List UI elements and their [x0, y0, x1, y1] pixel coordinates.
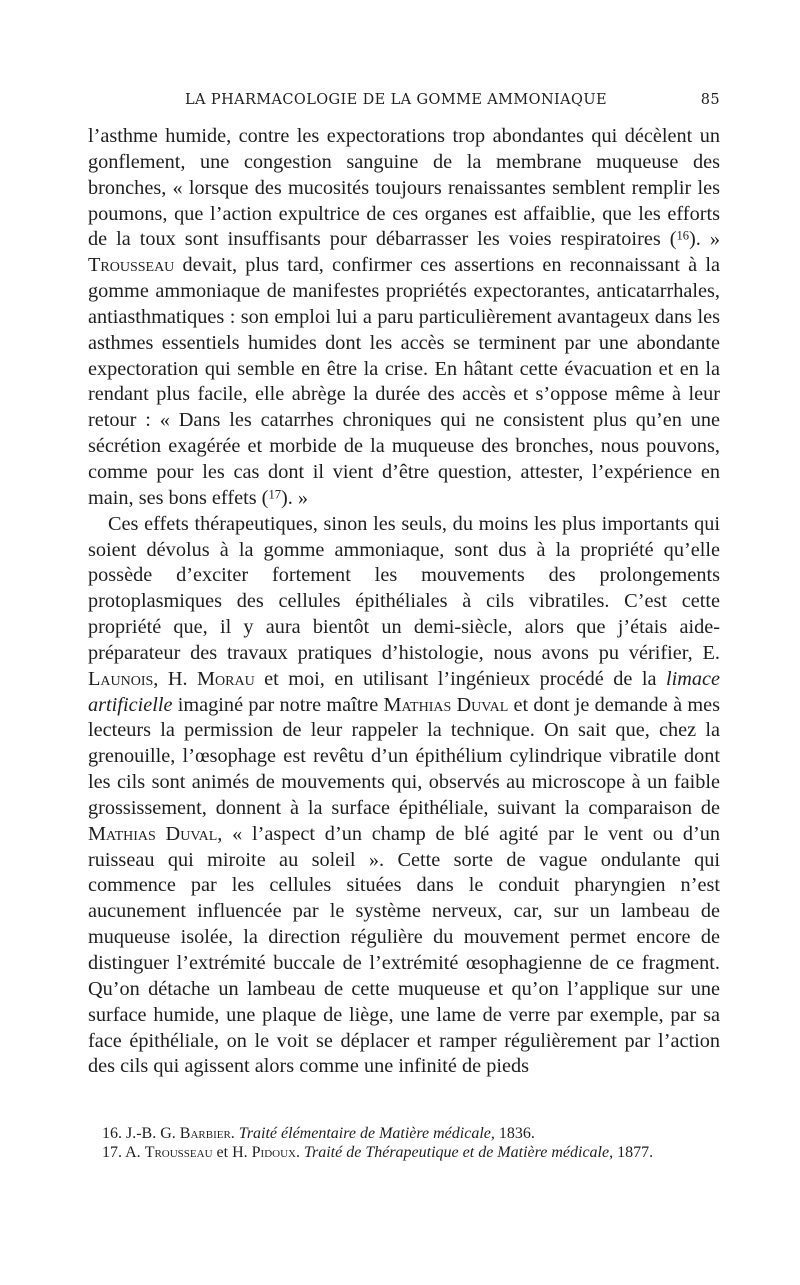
footnote-17 [88, 1143, 720, 1162]
author-name: Mathias Duval [88, 822, 218, 845]
text-run: et H. [212, 1144, 252, 1161]
text-run: , 1836. [490, 1125, 535, 1142]
text-run: , « l’aspect d’un champ de blé agité par le vent ou d’un ruisseau qui miroite au soleil ». Cette sorte de vague ondulante qui commence par les cellules situées dans le conduit pharyngien n’est aucunement influencée par le système nerveux, car, sur un lambeau de muqueuse isolée, la direction régulière du mouvement permet encore de distinguer l’extrémité buccale de l’extrémité œsophagienne de ce fragment. Qu’on détache un lambeau de cette muqueuse et qu’on l’applique sur une surface humide, une plaque de liège, une lame de verre par exemple, par sa face épithéliale, on le voit se déplacer et ramper régulièrement par l’action des cils qui agissent alors comme une infinité de pieds [88, 822, 721, 1078]
text-run: . [230, 1125, 239, 1142]
text-run: Ces effets thérapeutiques, sinon les seuls, du moins les plus importants qui soient dévolus à la gomme ammoniaque, sont dus à la propriété qu’elle possède d’exciter fortement les mouvements des prolongements protoplasmiques des cellules épithéliales à cils vibratiles. C’est cette propriété que, il y aura bientôt un demi-siècle, alors que j’étais aide-préparateur des travaux pratiques d’histologie, nous avons pu vérifier, E. [88, 512, 720, 664]
author-name: Trousseau [88, 254, 175, 277]
text-run: ). » [281, 486, 309, 509]
footnote-ref-16: 16 [676, 228, 690, 243]
footnotes [88, 1124, 720, 1162]
footnote-ref-17: 17 [268, 487, 282, 502]
author-name: Morau [197, 667, 255, 690]
text-run: l’asthme humide, contre les expectorations trop abondantes qui décèlent un gonflement, une congestion sanguine de la membrane muqueuse des bronches, « lorsque des mucosités toujours renaissantes semblent remplir les poumons, que l’action expultrice de ces organes est affaiblie, que les efforts de la toux sont insuffisants pour débarrasser les voies respiratoires ( [88, 125, 720, 251]
footnote-title: Traité de Thérapeutique et de Matière médicale [303, 1144, 610, 1161]
text-run: . [295, 1144, 304, 1161]
footnote-author-name: Barbier [179, 1125, 231, 1142]
text-run: , H. [153, 667, 197, 690]
footnote-author: A. [125, 1144, 145, 1161]
text-run: ). » [689, 228, 720, 251]
footnote-number: 16. [102, 1125, 122, 1142]
page-number: 85 [700, 92, 720, 108]
italic-term: limace artificielle [88, 667, 720, 716]
footnote-number: 17. [102, 1144, 122, 1161]
paragraph-2 [88, 512, 720, 1081]
author-name: Mathias Duval [383, 693, 509, 716]
footnote-16 [88, 1124, 720, 1143]
text-run: , 1877. [609, 1144, 654, 1161]
footnote-author-name: Pidoux [251, 1144, 296, 1161]
text-run: imaginé par notre maître [172, 693, 384, 716]
running-title: LA PHARMACOLOGIE DE LA GOMME AMMONIAQUE [185, 92, 607, 108]
text-run: devait, plus tard, confirmer ces assertions en reconnaissant à la gomme ammoniaque de manifestes propriétés expectorantes, anticatarrhales, antiasthmatiques : son emploi lui a paru particulièrement avantageux dans les asthmes essentiels humides dont les accès se terminent par une abondante expectoration qui semble en être la crise. En hâtant cette évacuation et en la rendant plus facile, elle abrège la durée des accès et s’oppose même à leur retour : « Dans les catarrhes chroniques qui ne consistent plus qu’en une sécrétion exagérée et morbide de la muqueuse des bronches, nous pouvons, comme pour les cas dont il vient d’être question, attester, l’expérience en main, ses bons effets ( [88, 254, 720, 509]
footnote-title: Traité élémentaire de Matière médicale [238, 1125, 491, 1142]
author-name: Launois [88, 667, 154, 690]
text-run: et dont je demande à mes lecteurs la permission de leur rappeler la technique. On sait que, chez la grenouille, l’œsophage est revêtu d’un épithélium cylindrique vibratile dont les cils sont animés de mouvements qui, observés au microscope à un faible grossissement, donnent à la surface épithéliale, suivant la comparaison de [88, 693, 720, 819]
footnote-author: J.-B. G. [126, 1125, 180, 1142]
text-run: et moi, en utilisant l’ingénieux procédé de la [254, 667, 666, 690]
main-text [88, 124, 720, 1080]
footnote-author-name: Trousseau [144, 1144, 213, 1161]
paragraph-1 [88, 124, 720, 512]
running-header [88, 88, 720, 116]
